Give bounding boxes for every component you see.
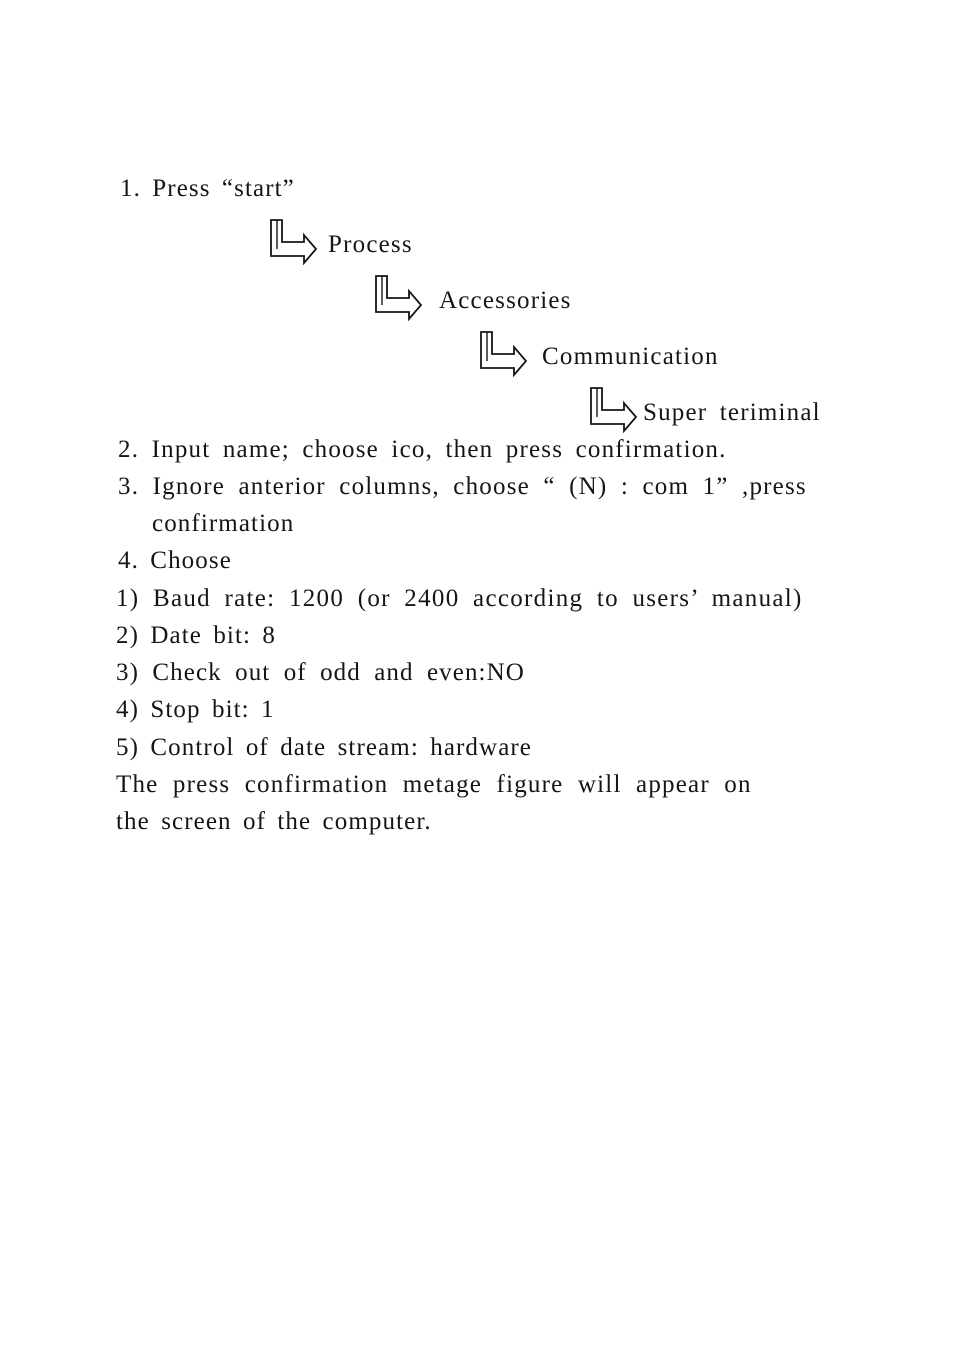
step-3-text-line-1: 3. Ignore anterior columns, choose “ (N) : com 1” ,press <box>118 473 807 500</box>
closing-text-line-2: the screen of the computer. <box>116 808 432 835</box>
menu-step-label: Communication <box>542 343 719 370</box>
menu-step-label: Accessories <box>439 287 572 314</box>
down-right-arrow-icon <box>588 386 640 434</box>
setting-date-bit: 2) Date bit: 8 <box>116 622 277 649</box>
down-right-arrow-icon <box>373 274 425 322</box>
step-2-text: 2. Input name; choose ico, then press confirmation. <box>118 436 727 463</box>
step-4-text: 4. Choose <box>118 547 232 574</box>
setting-odd-even-check: 3) Check out of odd and even:NO <box>116 659 525 686</box>
menu-step-communication <box>478 330 758 378</box>
menu-step-accessories <box>373 274 613 322</box>
down-right-arrow-icon <box>478 330 530 378</box>
step-1-text: 1. Press “start” <box>120 175 295 202</box>
menu-step-label: Process <box>328 231 413 258</box>
menu-step-process <box>268 218 468 266</box>
step-3-text-line-2: confirmation <box>152 510 295 537</box>
menu-step-super-terminal <box>588 386 858 434</box>
setting-baud-rate: 1) Baud rate: 1200 (or 2400 according to users’ manual) <box>116 585 803 612</box>
setting-stop-bit: 4) Stop bit: 1 <box>116 696 275 723</box>
down-right-arrow-icon <box>268 218 320 266</box>
menu-step-label: Super teriminal <box>643 399 821 426</box>
setting-data-stream-control: 5) Control of date stream: hardware <box>116 734 533 761</box>
closing-text-line-1: The press confirmation metage figure will appear on <box>116 771 752 798</box>
